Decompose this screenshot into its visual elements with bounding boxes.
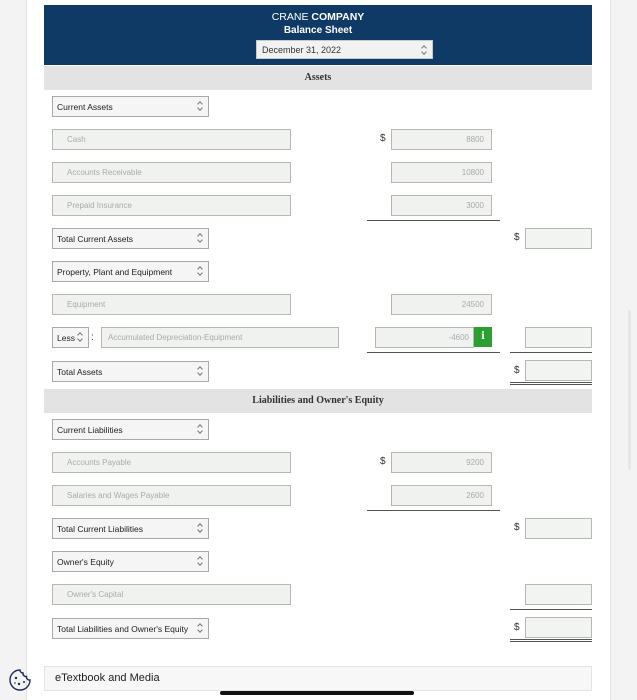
net-equipment-amount-field[interactable] [525,327,592,348]
chevron-updown-icon [197,557,204,566]
subtotal-rule [367,510,500,511]
accounts-receivable-amount-field[interactable]: 10800 [391,162,492,183]
double-rule-bottom [510,384,592,385]
owners-capital-amount-field[interactable] [525,584,592,605]
chevron-updown-icon [197,524,204,533]
select-value: Total Current Assets [57,234,134,244]
vertical-scrollbar[interactable] [628,310,631,470]
accumulated-depreciation-field[interactable]: Accumulated Depreciation-Equipment [101,327,339,348]
colon-separator: : [91,332,94,343]
info-icon[interactable]: i [474,327,492,347]
accumulated-depreciation-amount-field[interactable]: -4600 [375,327,474,348]
equipment-amount-field[interactable]: 24500 [391,294,492,315]
chevron-updown-icon [197,102,204,111]
select-value: Current Liabilities [57,425,123,435]
double-rule-top [510,639,592,640]
salaries-payable-field[interactable]: Salaries and Wages Payable [52,485,291,506]
double-rule-bottom [510,641,592,642]
chevron-updown-icon [197,234,204,243]
select-value: Owner's Equity [57,557,114,567]
dollar-sign: $ [514,232,520,243]
date-select-value: December 31, 2022 [262,45,342,55]
prepaid-insurance-amount-field[interactable]: 3000 [391,195,492,216]
accounts-receivable-field[interactable]: Accounts Receivable [52,162,291,183]
dollar-sign: $ [514,365,520,376]
accounts-payable-field[interactable]: Accounts Payable [52,452,291,473]
current-assets-select[interactable] [52,96,209,117]
prepaid-insurance-field[interactable]: Prepaid Insurance [52,195,291,216]
dollar-sign: $ [380,133,386,144]
assets-heading: Assets [44,66,592,90]
subtotal-rule [510,609,592,610]
dollar-sign: $ [514,622,520,633]
cookie-icon[interactable] [8,668,32,692]
chevron-updown-icon [197,425,204,434]
total-liabilities-equity-amount-field[interactable] [525,617,592,638]
total-assets-amount-field[interactable] [525,360,592,381]
subtotal-rule [510,352,592,353]
company-name: CRANE COMPANY [271,11,365,23]
chevron-updown-icon [197,624,204,633]
select-value: Current Assets [57,102,113,112]
accounts-payable-amount-field[interactable]: 9200 [391,452,492,473]
total-current-liabilities-select[interactable] [52,518,209,539]
subtotal-rule [367,220,500,221]
less-select[interactable] [52,327,89,348]
select-value: Total Current Liabilities [57,524,143,534]
select-value: Total Assets [57,367,103,377]
chevron-updown-icon [197,267,204,276]
dollar-sign: $ [380,456,386,467]
chevron-updown-icon [77,333,84,342]
double-rule-top [510,382,592,383]
subtotal-rule [367,352,500,353]
equipment-account-field[interactable]: Equipment [52,294,291,315]
total-current-liabilities-amount-field[interactable] [525,518,592,539]
owners-capital-field[interactable]: Owner's Capital [52,584,291,605]
owners-equity-select[interactable] [52,551,209,572]
etextbook-media-link[interactable]: eTextbook and Media [44,666,592,691]
cash-amount-field[interactable]: 8800 [391,129,492,150]
salaries-payable-amount-field[interactable]: 2600 [391,485,492,506]
date-select[interactable] [256,40,433,59]
ppe-select[interactable] [52,261,209,282]
dollar-sign: $ [514,522,520,533]
chevron-updown-icon [197,367,204,376]
cash-account-field[interactable]: Cash [52,129,291,150]
current-liabilities-select[interactable] [52,419,209,440]
horizontal-scrollbar[interactable] [220,691,414,695]
select-value: Less [57,333,75,343]
chevron-updown-icon [421,46,428,55]
total-assets-select[interactable] [52,361,209,382]
liabilities-equity-heading: Liabilities and Owner's Equity [44,389,592,413]
select-value: Property, Plant and Equipment [57,267,173,277]
total-current-assets-select[interactable] [52,228,209,249]
total-liabilities-equity-select[interactable] [52,618,209,639]
statement-title: Balance Sheet [283,25,353,36]
select-value: Total Liabilities and Owner's Equity [57,624,189,634]
total-current-assets-amount-field[interactable] [525,228,592,249]
